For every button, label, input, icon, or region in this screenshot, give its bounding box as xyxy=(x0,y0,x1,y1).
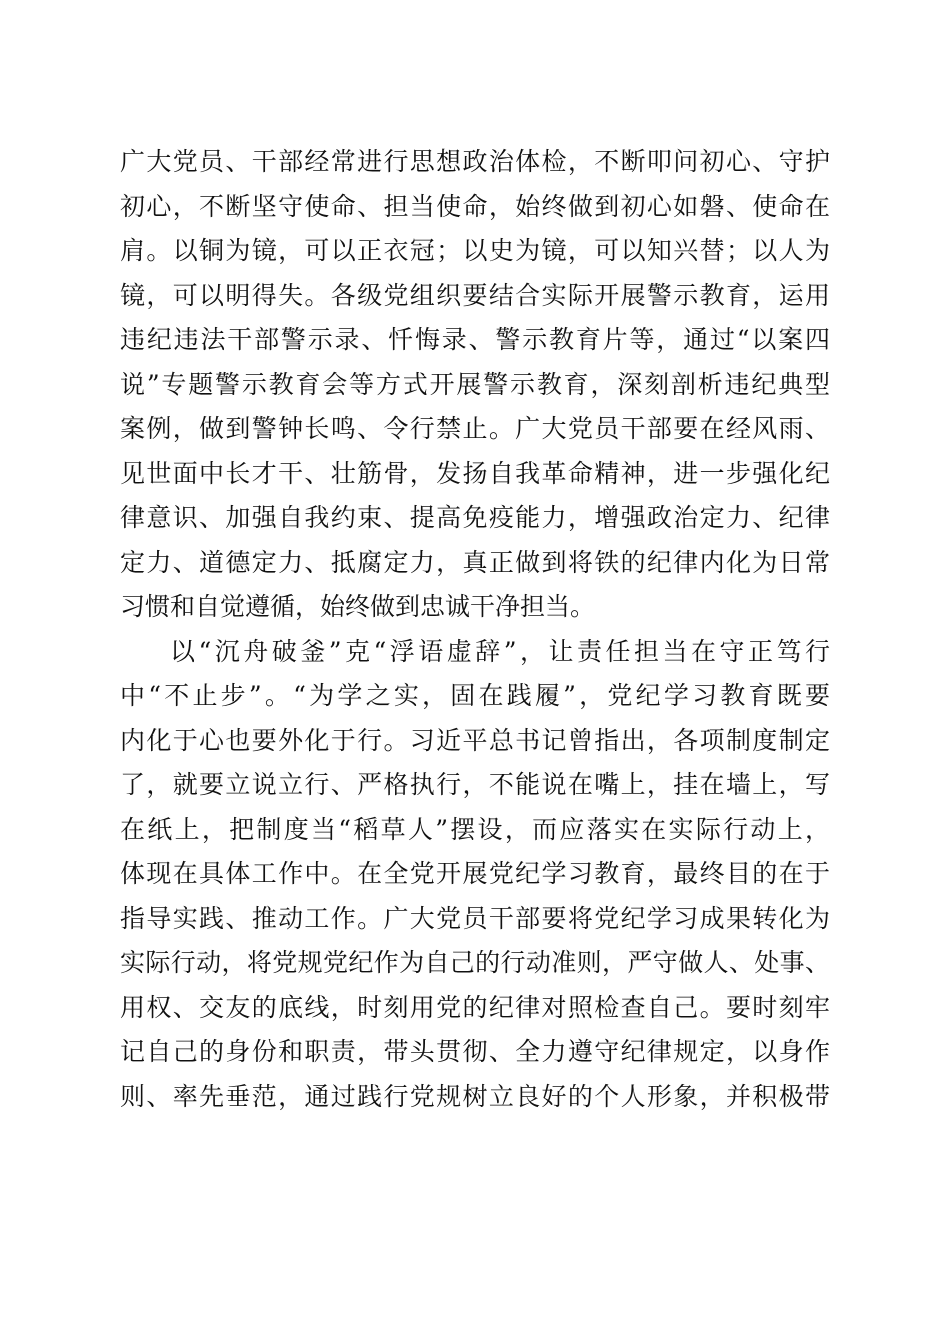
text-line: 律意识、加强自我约束、提高免疫能力，增强政治定力、纪律 xyxy=(120,503,830,532)
text-line: 习惯和自觉遵循，始终做到忠诚干净担当。 xyxy=(120,592,596,621)
text-line: 初心，不断坚守使命、担当使命，始终做到初心如磐、使命在 xyxy=(120,191,830,221)
text-line: 指导实践、推动工作。广大党员干部要将党纪学习成果转化为 xyxy=(120,903,830,933)
body-text xyxy=(120,140,830,1119)
text-line: 记自己的身份和职责，带头贯彻、全力遵守纪律规定，以身作 xyxy=(120,1037,830,1066)
text-line: 定力、道德定力、抵腐定力，真正做到将铁的纪律内化为日常 xyxy=(120,547,830,577)
paragraph-start-line: 以“沉舟破釜”克“浮语虚辞”，让责任担当在守正笃行 xyxy=(170,636,830,666)
text-line: 见世面中长才干、壮筋骨，发扬自我革命精神，进一步强化纪 xyxy=(120,458,830,488)
text-line: 中“不止步”。“为学之实，固在践履”，党纪学习教育既要 xyxy=(120,681,830,710)
text-line: 镜，可以明得失。各级党组织要结合实际开展警示教育，运用 xyxy=(120,280,830,310)
text-line: 违纪违法干部警示录、忏悔录、警示教育片等，通过“以案四 xyxy=(120,325,830,354)
text-line: 则、率先垂范，通过践行党规树立良好的个人形象，并积极带 xyxy=(120,1081,830,1111)
text-line: 广大党员、干部经常进行思想政治体检，不断叩问初心、守护 xyxy=(120,147,830,176)
text-line: 体现在具体工作中。在全党开展党纪学习教育，最终目的在于 xyxy=(120,859,830,888)
text-line: 用权、交友的底线，时刻用党的纪律对照检查自己。要时刻牢 xyxy=(120,992,830,1022)
text-line: 在纸上，把制度当“稻草人”摆设，而应落实在实际行动上， xyxy=(120,814,830,844)
text-line: 肩。以铜为镜，可以正衣冠；以史为镜，可以知兴替；以人为 xyxy=(120,236,830,265)
text-line: 内化于心也要外化于行。习近平总书记曾指出，各项制度制定 xyxy=(120,725,830,755)
text-line: 实际行动，将党规党纪作为自己的行动准则，严守做人、处事、 xyxy=(120,948,830,977)
text-line: 了，就要立说立行、严格执行，不能说在嘴上，挂在墙上，写 xyxy=(120,770,830,799)
text-line: 案例，做到警钟长鸣、令行禁止。广大党员干部要在经风雨、 xyxy=(120,414,830,443)
text-line: 说”专题警示教育会等方式开展警示教育，深刻剖析违纪典型 xyxy=(120,369,830,399)
